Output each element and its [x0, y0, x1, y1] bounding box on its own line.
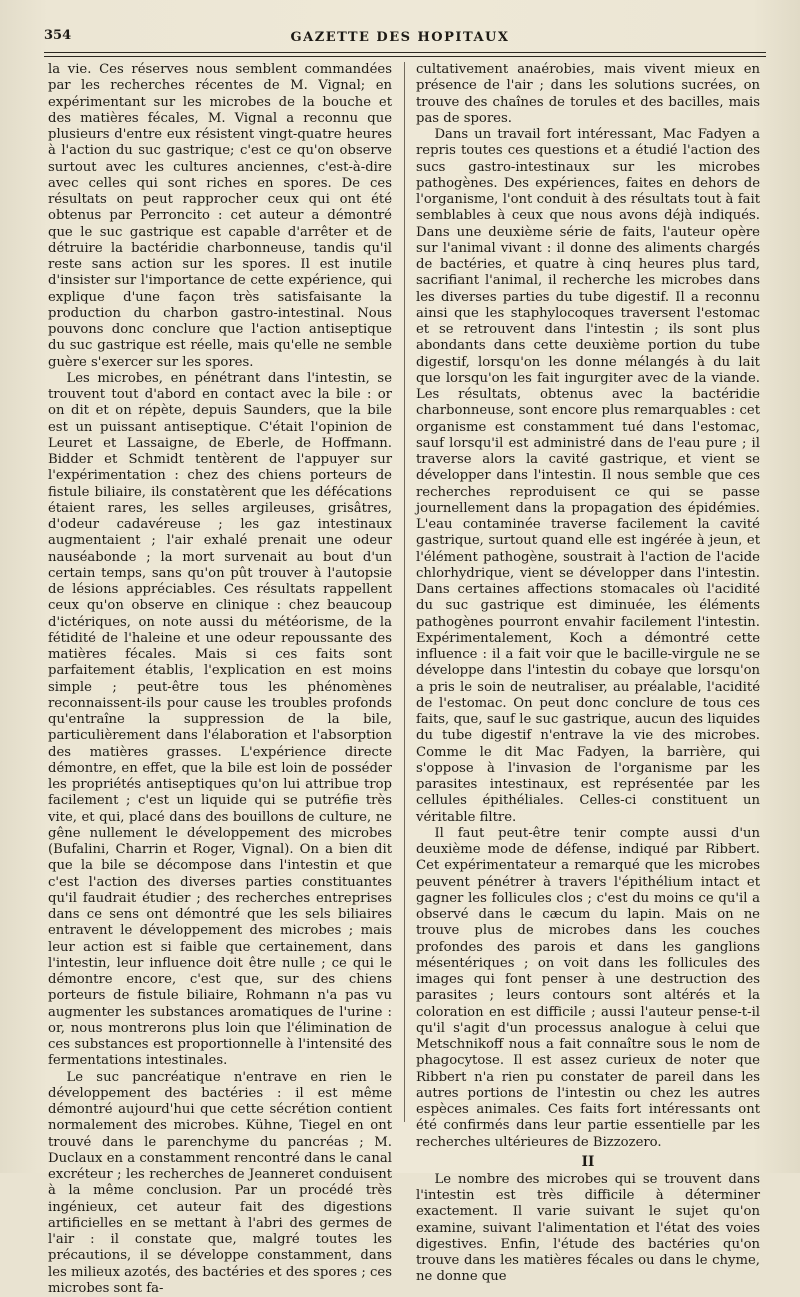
paragraph: la vie. Ces réserves nous semblent commandées par les recherches récentes de M. Vignal; en expérimentant sur les microbes de la bouche et des matières fécales, M. Vignal a reconnu que plusieurs d'entre eux résistent vingt-quatre heures à l'action du suc gastrique; c'est ce qu'on observe surtout avec les cultures anciennes, c'est-à-dire avec celles qui sont riches en spores. De ces résultats on peut rapprocher ceux qui ont été obtenus par Perroncito : cet auteur a démontré que le suc gastrique est capable d'arrêter et de détruire la bactéridie charbonneuse, tandis qu'il reste sans action sur les spores. Il est inutile d'insister sur l'importance de cette expérience, qui explique d'une façon très satisfaisante la production du charbon gastro-intestinal. Nous pouvons donc conclure que l'action antiseptique du suc gastrique est réelle, mais qu'elle ne semble guère s'exercer sur les spores.	[48, 62, 392, 371]
header-rule-thick	[44, 52, 766, 53]
paragraph: Le nombre des microbes qui se trouvent dans l'intestin est très difficile à déterminer exactement. Il varie suivant le sujet qu'on examine, suivant l'alimentation et l'état des voies digestives. Enfin, l'étude des bactéries qu'on trouve dans les matières fécales ou dans le chyme, ne donne que	[416, 1172, 760, 1286]
page-number: 354	[44, 28, 71, 43]
page-header	[0, 22, 800, 50]
header-rule-thin	[44, 56, 766, 57]
paragraph: Il faut peut-être tenir compte aussi d'un deuxième mode de défense, indiqué par Ribbert. Cet expérimentateur a remarqué que les microbes peuvent pénétrer à travers l'épithélium intact et gagner les follicules clos ; c'est du moins ce qu'il a observé dans le cæcum du lapin. Mais on ne trouve plus de microbes dans les couches profondes des parois et dans les ganglions mésentériques ; on voit dans les follicules des images qui font penser à une destruction des parasites ; leurs contours sont altérés et la coloration en est difficile ; aussi l'auteur pense-t-il qu'il s'agit d'un processus analogue à celui que Metschnikoff nous a fait connaître sous le nom de phagocytose. Il est assez curieux de noter que Ribbert n'a rien pu constater de pareil dans les autres portions de l'intestin ou chez les autres espèces animales. Ces faits fort intéressants ont été confirmés dans leur partie essentielle par les recherches ultérieures de Bizzozero.	[416, 826, 760, 1151]
column-divider	[404, 62, 405, 1122]
paragraph: Les microbes, en pénétrant dans l'intestin, se trouvent tout d'abord en contact avec la bile : or on dit et on répète, depuis Saunders, que la bile est un puissant antiseptique. C'était l'opinion de Leuret et Lassaigne, de Eberle, de Hoffmann. Bidder et Schmidt tentèrent de l'appuyer sur l'expérimentation : chez des chiens porteurs de fistule biliaire, ils constatèrent que les défécations étaient rares, les selles argileuses, grisâtres, d'odeur cadavéreuse ; les gaz intestinaux augmentaient ; l'air exhalé prenait une odeur nauséabonde ; la mort survenait au bout d'un certain temps, sans qu'on pût trouver à l'autopsie de lésions appréciables. Ces résultats rappellent ceux qu'on observe en clinique : chez beaucoup d'ictériques, on note aussi du météorisme, de la fétidité de l'haleine et une odeur repoussante des matières fécales. Mais si ces faits sont parfaitement établis, l'explication en est moins simple ; peut-être tous les phénomènes reconnaissent-ils pour cause les troubles profonds qu'entraîne la suppression de la bile, particulièrement dans l'élaboration et l'absorption des matières grasses. L'expérience directe démontre, en effet, que la bile est loin de posséder les propriétés antiseptiques qu'on lui attribue trop facilement ; c'est un liquide qui se putréfie très vite, et qui, placé dans des bouillons de culture, ne gêne nullement le développement des microbes (Bufalini, Charrin et Roger, Vignal). On a bien dit que la bile se décompose dans l'intestin et que c'est l'action des diverses parties constituantes qu'il faudrait étudier ; des recherches entreprises dans ce sens ont démontré que les sels biliaires entravent le développement des microbes ; mais leur action est si faible que certainement, dans l'intestin, leur influence doit être nulle ; ce qui le démontre encore, c'est que, sur des chiens porteurs de fistule biliaire, Rohmann n'a pas vu augmenter les substances aromatiques de l'urine : or, nous montrerons plus loin que l'élimination de ces substances est proportionnelle à l'intensité des fermentations intestinales.	[48, 371, 392, 1070]
journal-title: GAZETTE DES HOPITAUX	[0, 30, 800, 45]
paragraph: cultativement anaérobies, mais vivent mieux en présence de l'air ; dans les solutions sucrées, on trouve des chaînes de torules et des bacilles, mais pas de spores.	[416, 62, 760, 127]
paragraph: Dans un travail fort intéressant, Mac Fadyen a repris toutes ces questions et a étudié l'action des sucs gastro-intestinaux sur les microbes pathogènes. Des expériences, faites en dehors de l'organisme, l'ont conduit à des résultats tout à fait semblables à ceux que nous avons déjà indiqués. Dans une deuxième série de faits, l'auteur opère sur l'animal vivant : il donne des aliments chargés de bactéries, et quatre à cinq heures plus tard, sacrifiant l'animal, il recherche les microbes dans les diverses parties du tube digestif. Il a reconnu ainsi que les staphylocoques traversent l'estomac et se retrouvent dans l'intestin ; ils sont plus abondants dans cette deuxième portion du tube digestif, lorsqu'on les donne mélangés à du lait que lorsqu'on les fait ingurgiter avec de la viande. Les résultats, obtenus avec la bactéridie charbonneuse, sont encore plus remarquables : cet organisme est constamment tué dans l'estomac, sauf lorsqu'il est administré dans de l'eau pure ; il traverse alors la cavité gastrique, et vient se développer dans l'intestin. Il nous semble que ces recherches reproduisent ce qui se passe journellement dans la propagation des épidémies. L'eau contaminée traverse facilement la cavité gastrique, surtout quand elle est ingérée à jeun, et l'élément pathogène, soustrait à l'action de l'acide chlorhydrique, vient se développer dans l'intestin. Dans certaines affections stomacales où l'acidité du suc gastrique est diminuée, les éléments pathogènes pourront envahir facilement l'intestin. Expérimentalement, Koch a démontré cette influence : il a fait voir que le bacille-virgule ne se développe dans l'intestin du cobaye que lorsqu'on a pris le soin de neutraliser, au préalable, l'acidité de l'estomac. On peut donc conclure de tous ces faits, que, sauf le suc gastrique, aucun des liquides du tube digestif n'entrave la vie des microbes. Comme le dit Mac Fadyen, la barrière, qui s'oppose à l'invasion de l'organisme par les parasites intestinaux, est représentée par les cellules épithéliales. Celles-ci constituent un véritable filtre.	[416, 127, 760, 826]
paragraph: Le suc pancréatique n'entrave en rien le développement des bactéries : il est même démontré aujourd'hui que cette sécrétion contient normalement des microbes. Kühne, Tiegel en ont trouvé dans le parenchyme du pancréas ; M. Duclaux en a constamment rencontré dans le canal excréteur ; les recherches de Jeanneret conduisent à la même conclusion. Par un procédé très ingénieux, cet auteur fait des digestions artificielles en se mettant à l'abri des germes de l'air : il constate que, malgré toutes les précautions, il se développe constamment, dans les milieux azotés, des bactéries et des spores ; ces microbes sont fa-	[48, 1070, 392, 1297]
right-column	[416, 62, 760, 1142]
section-number: II	[416, 1154, 760, 1170]
left-column	[48, 62, 392, 1142]
